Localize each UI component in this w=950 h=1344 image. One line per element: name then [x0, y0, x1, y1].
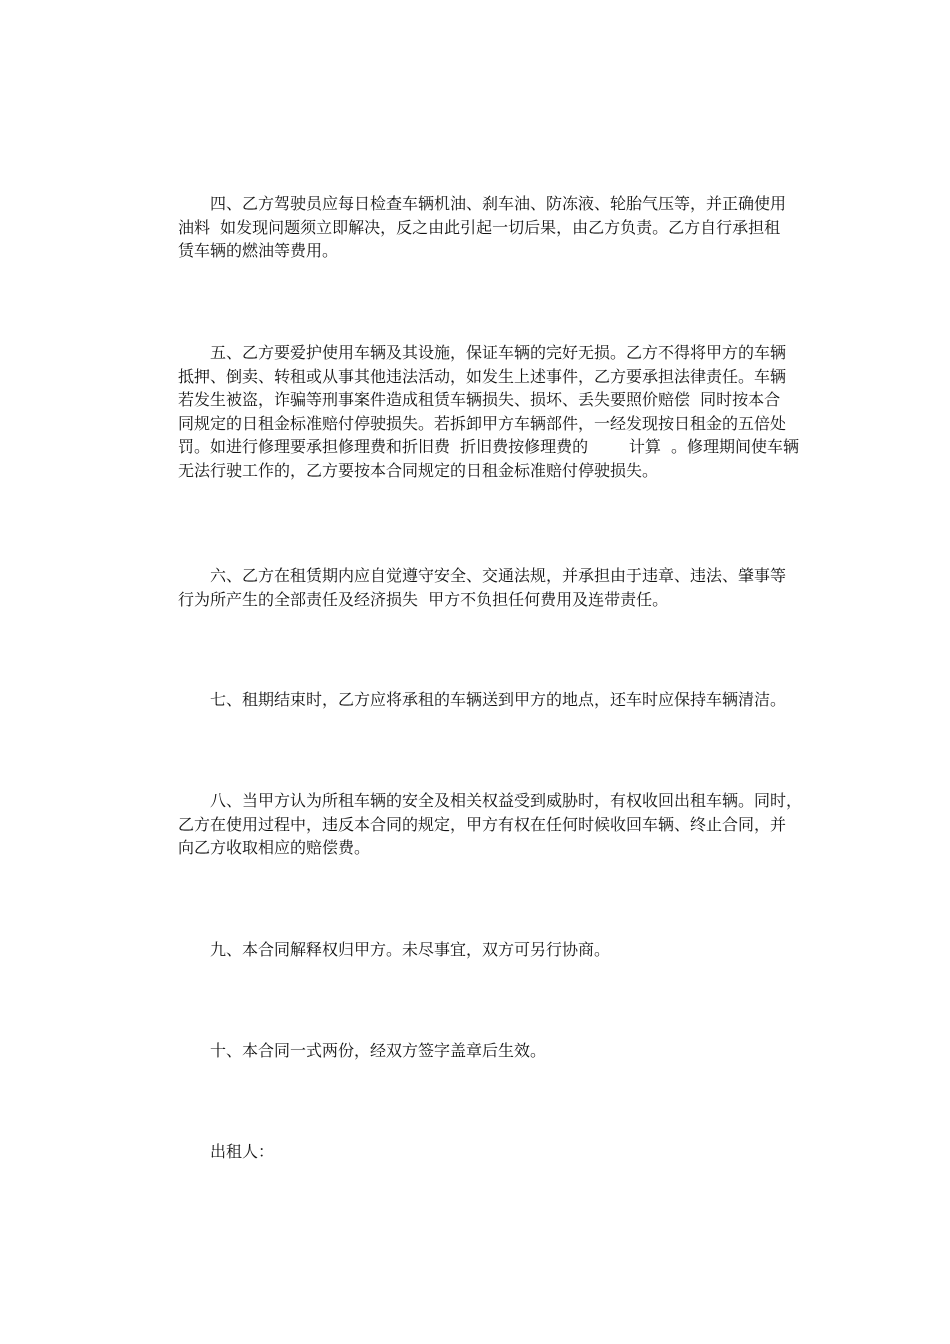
clause-line: 同规定的日租金标准赔付停驶损失。若拆卸甲方车辆部件，一经发现按日租金的五倍处 [178, 413, 787, 433]
clause-line: 油料 如发现问题须立即解决，反之由此引起一切后果，由乙方负责。乙方自行承担租 [178, 217, 781, 237]
clause-line: 九、本合同解释权归甲方。未尽事宜，双方可另行协商。 [210, 940, 611, 959]
clause-line: 十、本合同一式两份，经双方签字盖章后生效。 [210, 1041, 547, 1060]
clause-line: 抵押、倒卖、转租或从事其他违法活动，如发生上述事件，乙方要承担法律责任。车辆 [178, 366, 787, 386]
clause-line: 七、租期结束时，乙方应将承租的车辆送到甲方的地点，还车时应保持车辆清洁。 [210, 690, 787, 709]
clause-line: 向乙方收取相应的赔偿费。 [178, 838, 371, 857]
clause-line: 六、乙方在租赁期内应自觉遵守安全、交通法规，并承担由于违章、违法、肇事等 [210, 566, 787, 585]
lessor-signature-label [146, 1140, 810, 1164]
clause-line: 五、乙方要爱护使用车辆及其设施，保证车辆的完好无损。乙方不得将甲方的车辆 [210, 343, 787, 362]
clause-line: 八、当甲方认为所租车辆的安全及相关权益受到威胁时，有权收回出租车辆。同时， [210, 791, 803, 810]
clause-line: 赁车辆的燃油等费用。 [178, 241, 339, 260]
clause-line: 罚。如进行修理要承担修理费和折旧费 折旧费按修理费的 计算 。修理期间使车辆 [178, 437, 800, 456]
clause-4 [146, 192, 810, 263]
clause-line: 四、乙方驾驶员应每日检查车辆机油、刹车油、防冻液、轮胎气压等，并正确使用 [210, 194, 787, 213]
clause-line: 行为所产生的全部责任及经济损失 甲方不负担任何费用及连带责任。 [178, 589, 669, 609]
clause-6 [146, 564, 810, 611]
clause-9 [146, 938, 810, 962]
clause-5 [146, 341, 810, 482]
clause-line: 若发生被盗，诈骗等刑事案件造成租赁车辆损失、损坏、丢失要照价赔偿 同时按本合 [178, 390, 781, 409]
clause-7 [146, 688, 810, 712]
clause-8 [146, 789, 810, 860]
clause-line: 乙方在使用过程中，违反本合同的规定，甲方有权在任何时候收回车辆、终止合同，并 [178, 814, 787, 834]
clause-10 [146, 1039, 810, 1063]
lessor-label: 出租人： [210, 1142, 275, 1161]
clause-line: 无法行驶工作的，乙方要按本合同规定的日租金标准赔付停驶损失。 [178, 460, 659, 480]
